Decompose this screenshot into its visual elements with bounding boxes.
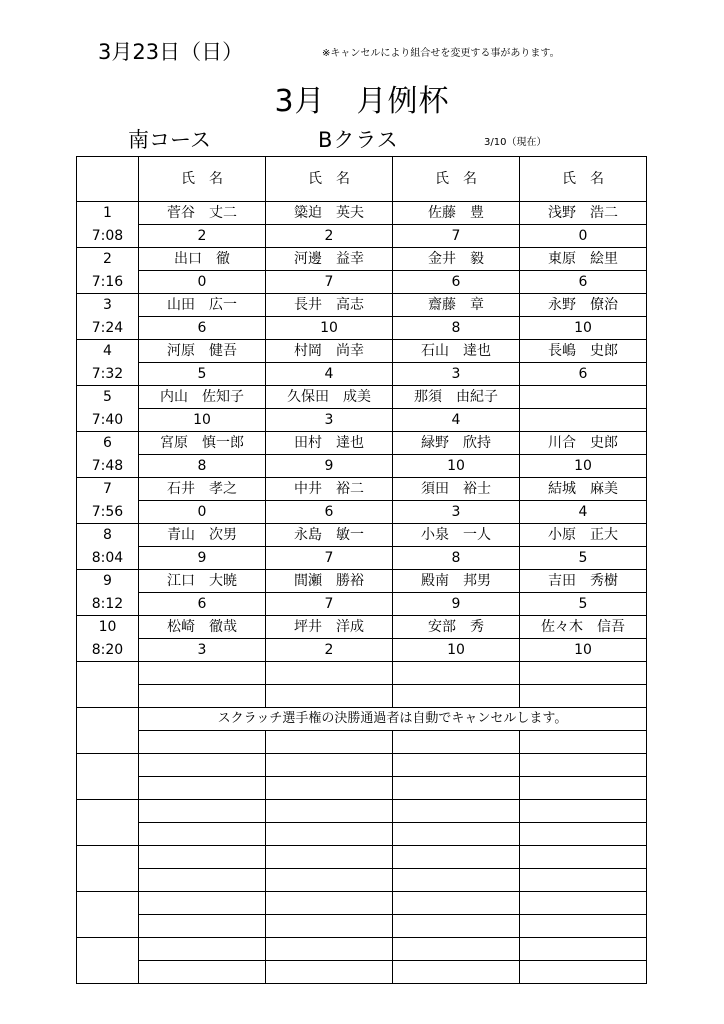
- empty-group-cell: [77, 777, 139, 800]
- empty-cell: [266, 915, 393, 938]
- empty-cell: [520, 846, 647, 869]
- empty-cell: [266, 961, 393, 984]
- scratch-notice: スクラッチ選手権の決勝通過者は自動でキャンセルします。: [139, 708, 647, 731]
- empty-row: [77, 869, 647, 892]
- event-date: 3月23日（日）: [98, 40, 244, 64]
- player-name: [520, 386, 647, 409]
- player-value: 4: [520, 501, 647, 524]
- empty-group-cell: [77, 662, 139, 685]
- empty-cell: [520, 800, 647, 823]
- empty-group-cell: [77, 869, 139, 892]
- group-number: 6: [77, 432, 139, 455]
- empty-cell: [520, 938, 647, 961]
- empty-cell: [393, 800, 520, 823]
- tee-time: 7:56: [77, 501, 139, 524]
- player-name: 田村 達也: [266, 432, 393, 455]
- player-name: 佐々木 信吾: [520, 616, 647, 639]
- empty-cell: [139, 777, 266, 800]
- empty-cell: [393, 823, 520, 846]
- pairing-table-body: [77, 157, 647, 984]
- page-title: 3月 月例杯: [274, 84, 450, 119]
- player-name: 齋藤 章: [393, 294, 520, 317]
- player-value: 5: [520, 593, 647, 616]
- player-value: 3: [393, 363, 520, 386]
- player-name: 安部 秀: [393, 616, 520, 639]
- notice-row: [77, 708, 647, 731]
- player-value: 0: [139, 271, 266, 294]
- player-name: 小泉 一人: [393, 524, 520, 547]
- tee-time: 7:24: [77, 317, 139, 340]
- empty-row: [77, 938, 647, 961]
- group-number: 9: [77, 570, 139, 593]
- player-value: 8: [393, 317, 520, 340]
- empty-group-cell: [77, 800, 139, 823]
- group-row-values: [77, 639, 647, 662]
- empty-row: [77, 846, 647, 869]
- empty-cell: [266, 754, 393, 777]
- group-row-names: [77, 202, 647, 225]
- player-value: 2: [266, 639, 393, 662]
- empty-cell: [393, 961, 520, 984]
- player-value: 3: [139, 639, 266, 662]
- empty-group-cell: [77, 846, 139, 869]
- empty-group-cell: [77, 938, 139, 961]
- player-name: 菅谷 丈二: [139, 202, 266, 225]
- empty-cell: [139, 938, 266, 961]
- player-value: 6: [520, 363, 647, 386]
- player-name: 川合 史郎: [520, 432, 647, 455]
- player-name: 江口 大暁: [139, 570, 266, 593]
- empty-cell: [266, 731, 393, 754]
- empty-cell: [266, 685, 393, 708]
- empty-group-cell: [77, 915, 139, 938]
- empty-cell: [139, 685, 266, 708]
- empty-cell: [520, 777, 647, 800]
- empty-cell: [139, 662, 266, 685]
- empty-cell: [520, 823, 647, 846]
- tee-time: 8:20: [77, 639, 139, 662]
- player-name: 中井 裕二: [266, 478, 393, 501]
- player-name: 小原 正大: [520, 524, 647, 547]
- class-name: Bクラス: [318, 128, 399, 152]
- column-header: 氏 名: [393, 157, 520, 202]
- player-name: 長嶋 史郎: [520, 340, 647, 363]
- player-name: 金井 毅: [393, 248, 520, 271]
- empty-cell: [266, 777, 393, 800]
- player-name: 吉田 秀樹: [520, 570, 647, 593]
- player-name: 河原 健吾: [139, 340, 266, 363]
- empty-cell: [266, 662, 393, 685]
- group-row-values: [77, 225, 647, 248]
- empty-cell: [139, 915, 266, 938]
- empty-group-cell: [77, 892, 139, 915]
- player-value: 9: [266, 455, 393, 478]
- group-row-names: [77, 478, 647, 501]
- empty-cell: [520, 869, 647, 892]
- player-name: 久保田 成美: [266, 386, 393, 409]
- player-name: 出口 徹: [139, 248, 266, 271]
- player-value: 2: [266, 225, 393, 248]
- empty-group-cell: [77, 708, 139, 731]
- empty-row: [77, 731, 647, 754]
- as-of-date: 3/10（現在）: [484, 137, 547, 148]
- player-name: 青山 次男: [139, 524, 266, 547]
- empty-row: [77, 754, 647, 777]
- group-row-values: [77, 317, 647, 340]
- player-name: 東原 絵里: [520, 248, 647, 271]
- empty-cell: [520, 685, 647, 708]
- player-name: 坪井 洋成: [266, 616, 393, 639]
- player-value: 4: [266, 363, 393, 386]
- empty-cell: [520, 915, 647, 938]
- player-name: 内山 佐知子: [139, 386, 266, 409]
- group-row-names: [77, 570, 647, 593]
- empty-cell: [266, 823, 393, 846]
- player-name: 長井 高志: [266, 294, 393, 317]
- player-name: 石山 達也: [393, 340, 520, 363]
- player-name: 河邊 益幸: [266, 248, 393, 271]
- empty-group-cell: [77, 754, 139, 777]
- player-name: 結城 麻美: [520, 478, 647, 501]
- column-header: 氏 名: [139, 157, 266, 202]
- player-value: 3: [266, 409, 393, 432]
- empty-group-cell: [77, 961, 139, 984]
- player-value: 9: [393, 593, 520, 616]
- player-value: 6: [139, 317, 266, 340]
- player-name: 浅野 浩二: [520, 202, 647, 225]
- group-number: 2: [77, 248, 139, 271]
- player-value: 6: [266, 501, 393, 524]
- empty-row: [77, 800, 647, 823]
- group-row-values: [77, 501, 647, 524]
- group-number: 5: [77, 386, 139, 409]
- tee-time: 8:12: [77, 593, 139, 616]
- tee-time: 7:40: [77, 409, 139, 432]
- player-value: 10: [393, 639, 520, 662]
- group-row-names: [77, 616, 647, 639]
- player-value: 6: [393, 271, 520, 294]
- empty-row: [77, 961, 647, 984]
- empty-cell: [139, 846, 266, 869]
- player-name: 緑野 欣持: [393, 432, 520, 455]
- empty-cell: [393, 892, 520, 915]
- player-name: 須田 裕士: [393, 478, 520, 501]
- empty-cell: [266, 892, 393, 915]
- empty-group-cell: [77, 685, 139, 708]
- empty-cell: [139, 961, 266, 984]
- empty-cell: [139, 869, 266, 892]
- empty-cell: [266, 800, 393, 823]
- empty-cell: [393, 869, 520, 892]
- group-row-names: [77, 294, 647, 317]
- column-header: 氏 名: [520, 157, 647, 202]
- player-value: 10: [139, 409, 266, 432]
- column-header: 氏 名: [266, 157, 393, 202]
- empty-row: [77, 892, 647, 915]
- empty-cell: [520, 662, 647, 685]
- player-value: 6: [139, 593, 266, 616]
- player-value: 0: [520, 225, 647, 248]
- player-value: 8: [139, 455, 266, 478]
- empty-cell: [139, 800, 266, 823]
- group-row-values: [77, 593, 647, 616]
- group-number: 7: [77, 478, 139, 501]
- player-name: 永野 僚治: [520, 294, 647, 317]
- header-blank: [77, 157, 139, 202]
- group-row-names: [77, 524, 647, 547]
- player-value: 4: [393, 409, 520, 432]
- empty-cell: [393, 754, 520, 777]
- empty-cell: [139, 754, 266, 777]
- player-name: 殿南 邦男: [393, 570, 520, 593]
- player-name: 石井 孝之: [139, 478, 266, 501]
- cancellation-note: ※キャンセルにより組合せを変更する事があります。: [322, 48, 560, 59]
- empty-row: [77, 777, 647, 800]
- group-row-names: [77, 248, 647, 271]
- player-name: 永島 敏一: [266, 524, 393, 547]
- group-row-values: [77, 409, 647, 432]
- empty-cell: [393, 662, 520, 685]
- empty-row: [77, 662, 647, 685]
- empty-cell: [520, 892, 647, 915]
- group-number: 4: [77, 340, 139, 363]
- player-value: 6: [520, 271, 647, 294]
- empty-cell: [266, 938, 393, 961]
- empty-cell: [520, 731, 647, 754]
- player-value: [520, 409, 647, 432]
- empty-cell: [393, 777, 520, 800]
- player-value: 7: [266, 271, 393, 294]
- group-row-values: [77, 455, 647, 478]
- empty-row: [77, 823, 647, 846]
- player-value: 7: [266, 547, 393, 570]
- player-value: 10: [520, 639, 647, 662]
- empty-group-cell: [77, 823, 139, 846]
- player-value: 5: [520, 547, 647, 570]
- player-value: 10: [520, 455, 647, 478]
- empty-row: [77, 915, 647, 938]
- empty-cell: [520, 961, 647, 984]
- player-name: 佐藤 豊: [393, 202, 520, 225]
- group-row-values: [77, 363, 647, 386]
- player-name: 山田 広一: [139, 294, 266, 317]
- group-row-names: [77, 340, 647, 363]
- group-row-values: [77, 271, 647, 294]
- player-name: 那須 由紀子: [393, 386, 520, 409]
- player-value: 7: [393, 225, 520, 248]
- player-name: 宮原 慎一郎: [139, 432, 266, 455]
- pairing-table: [76, 156, 647, 984]
- player-name: 松崎 徹哉: [139, 616, 266, 639]
- player-value: 9: [139, 547, 266, 570]
- player-value: 10: [520, 317, 647, 340]
- tee-time: 8:04: [77, 547, 139, 570]
- empty-cell: [139, 731, 266, 754]
- player-value: 10: [266, 317, 393, 340]
- course-name: 南コース: [128, 128, 211, 152]
- empty-cell: [266, 869, 393, 892]
- tee-time: 7:16: [77, 271, 139, 294]
- empty-cell: [393, 938, 520, 961]
- group-row-names: [77, 432, 647, 455]
- empty-cell: [139, 823, 266, 846]
- empty-cell: [266, 846, 393, 869]
- player-value: 0: [139, 501, 266, 524]
- empty-row: [77, 685, 647, 708]
- header-row: [77, 157, 647, 202]
- tee-time: 7:48: [77, 455, 139, 478]
- tee-time: 7:08: [77, 225, 139, 248]
- tee-time: 7:32: [77, 363, 139, 386]
- player-value: 3: [393, 501, 520, 524]
- empty-cell: [393, 731, 520, 754]
- group-number: 3: [77, 294, 139, 317]
- player-value: 10: [393, 455, 520, 478]
- player-value: 7: [266, 593, 393, 616]
- group-number: 10: [77, 616, 139, 639]
- player-name: 村岡 尚幸: [266, 340, 393, 363]
- group-row-values: [77, 547, 647, 570]
- empty-cell: [139, 892, 266, 915]
- player-name: 簗迫 英夫: [266, 202, 393, 225]
- empty-cell: [520, 754, 647, 777]
- empty-group-cell: [77, 731, 139, 754]
- group-number: 1: [77, 202, 139, 225]
- empty-cell: [393, 685, 520, 708]
- empty-cell: [393, 846, 520, 869]
- player-value: 5: [139, 363, 266, 386]
- group-row-names: [77, 386, 647, 409]
- group-number: 8: [77, 524, 139, 547]
- player-value: 8: [393, 547, 520, 570]
- empty-cell: [393, 915, 520, 938]
- player-value: 2: [139, 225, 266, 248]
- player-name: 間瀬 勝裕: [266, 570, 393, 593]
